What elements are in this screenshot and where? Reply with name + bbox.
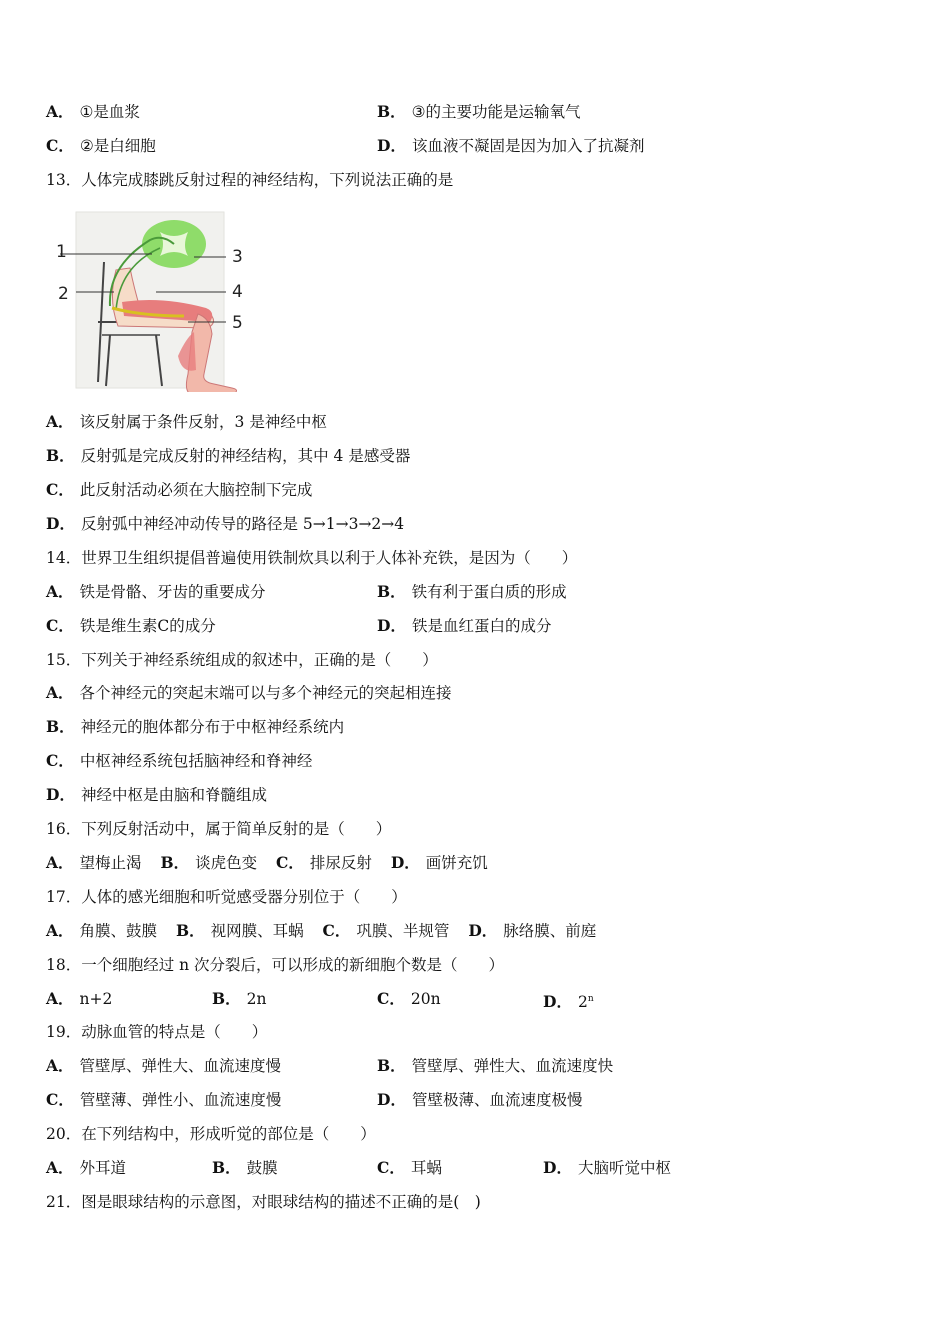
q12-option-a[interactable]: A． ①是血浆 (46, 102, 140, 121)
q15-option-d[interactable]: D． 神经中枢是由脑和脊髓组成 (46, 785, 267, 804)
q17-option-c[interactable]: C． 巩膜、半规管 (322, 921, 450, 940)
figure-label-5: 5 (232, 313, 243, 333)
q12-option-d[interactable]: D． 该血液不凝固是因为加入了抗凝剂 (377, 136, 645, 155)
q16-stem: 16．下列反射活动中，属于简单反射的是（ ） (46, 820, 392, 838)
q14-option-b[interactable]: B． 铁有利于蛋白质的形成 (377, 582, 567, 601)
q17-option-a[interactable]: A． 角膜、鼓膜 (46, 921, 158, 940)
q18-option-c[interactable]: C． 20n (377, 989, 441, 1008)
q13-stem: 13．人体完成膝跳反射过程的神经结构，下列说法正确的是 (46, 171, 454, 189)
figure-label-4: 4 (232, 282, 243, 302)
q20-option-a[interactable]: A． 外耳道 (46, 1158, 127, 1177)
q14-option-a[interactable]: A． 铁是骨骼、牙齿的重要成分 (46, 582, 266, 601)
q16-option-d[interactable]: D． 画饼充饥 (390, 853, 488, 872)
q17-option-b[interactable]: B． 视网膜、耳蜗 (175, 921, 304, 940)
q18-option-a[interactable]: A． n+2 (46, 989, 113, 1008)
q13-option-b[interactable]: B． 反射弧是完成反射的神经结构，其中 4 是感受器 (46, 446, 411, 465)
q17-option-d[interactable]: D． 脉络膜、前庭 (468, 921, 597, 940)
q19-option-c[interactable]: C． 管壁薄、弹性小、血流速度慢 (46, 1090, 282, 1109)
knee-reflex-figure (52, 210, 252, 392)
q14-option-d[interactable]: D． 铁是血红蛋白的成分 (377, 616, 552, 635)
q13-option-a[interactable]: A． 该反射属于条件反射，3 是神经中枢 (46, 412, 327, 431)
q15-option-b[interactable]: B． 神经元的胞体都分布于中枢神经系统内 (46, 717, 345, 736)
q16-options (46, 851, 488, 875)
figure-label-2: 2 (58, 284, 69, 304)
q17-options (46, 919, 596, 943)
q20-stem: 20．在下列结构中，形成听觉的部位是（ ） (46, 1125, 376, 1143)
q16-option-b[interactable]: B． 谈虎色变 (160, 853, 258, 872)
q15-stem: 15．下列关于神经系统组成的叙述中，正确的是（ ） (46, 651, 438, 669)
q19-option-a[interactable]: A． 管壁厚、弹性大、血流速度慢 (46, 1056, 282, 1075)
q16-option-a[interactable]: A． 望梅止渴 (46, 853, 142, 872)
q19-option-d[interactable]: D． 管壁极薄、血流速度极慢 (377, 1090, 583, 1109)
q18-option-d[interactable]: D． 2$^n$ (543, 992, 594, 1012)
q15-option-c[interactable]: C． 中枢神经系统包括脑神经和脊神经 (46, 751, 313, 770)
q20-option-b[interactable]: B． 鼓膜 (212, 1158, 278, 1177)
q17-stem: 17．人体的感光细胞和听觉感受器分别位于（ ） (46, 888, 407, 906)
q20-option-c[interactable]: C． 耳蜗 (377, 1158, 442, 1177)
q14-option-c[interactable]: C． 铁是维生素C的成分 (46, 616, 216, 635)
q19-option-b[interactable]: B． 管壁厚、弹性大、血流速度快 (377, 1056, 614, 1075)
q13-option-d[interactable]: D． 反射弧中神经冲动传导的路径是 5→1→3→2→4 (46, 514, 405, 533)
q12-option-b[interactable]: B． ③的主要功能是运输氧气 (377, 102, 581, 121)
figure-label-1: 1 (56, 242, 67, 262)
q15-option-a[interactable]: A． 各个神经元的突起末端可以与多个神经元的突起相连接 (46, 683, 452, 702)
q16-option-c[interactable]: C． 排尿反射 (276, 853, 372, 872)
q12-option-c[interactable]: C． ②是白细胞 (46, 136, 156, 155)
figure-label-3: 3 (232, 247, 243, 267)
knee-reflex-illustration (52, 210, 252, 392)
q18-option-b[interactable]: B． 2n (212, 989, 267, 1008)
q21-stem: 21．图是眼球结构的示意图，对眼球结构的描述不正确的是( ) (46, 1193, 481, 1211)
q19-stem: 19．动脉血管的特点是（ ） (46, 1023, 268, 1041)
q18-stem: 18．一个细胞经过 n 次分裂后，可以形成的新细胞个数是（ ） (46, 956, 505, 974)
q14-stem: 14．世界卫生组织提倡普遍使用铁制炊具以利于人体补充铁，是因为（ ） (46, 549, 578, 567)
q13-option-c[interactable]: C． 此反射活动必须在大脑控制下完成 (46, 480, 313, 499)
q20-option-d[interactable]: D． 大脑听觉中枢 (543, 1158, 671, 1177)
